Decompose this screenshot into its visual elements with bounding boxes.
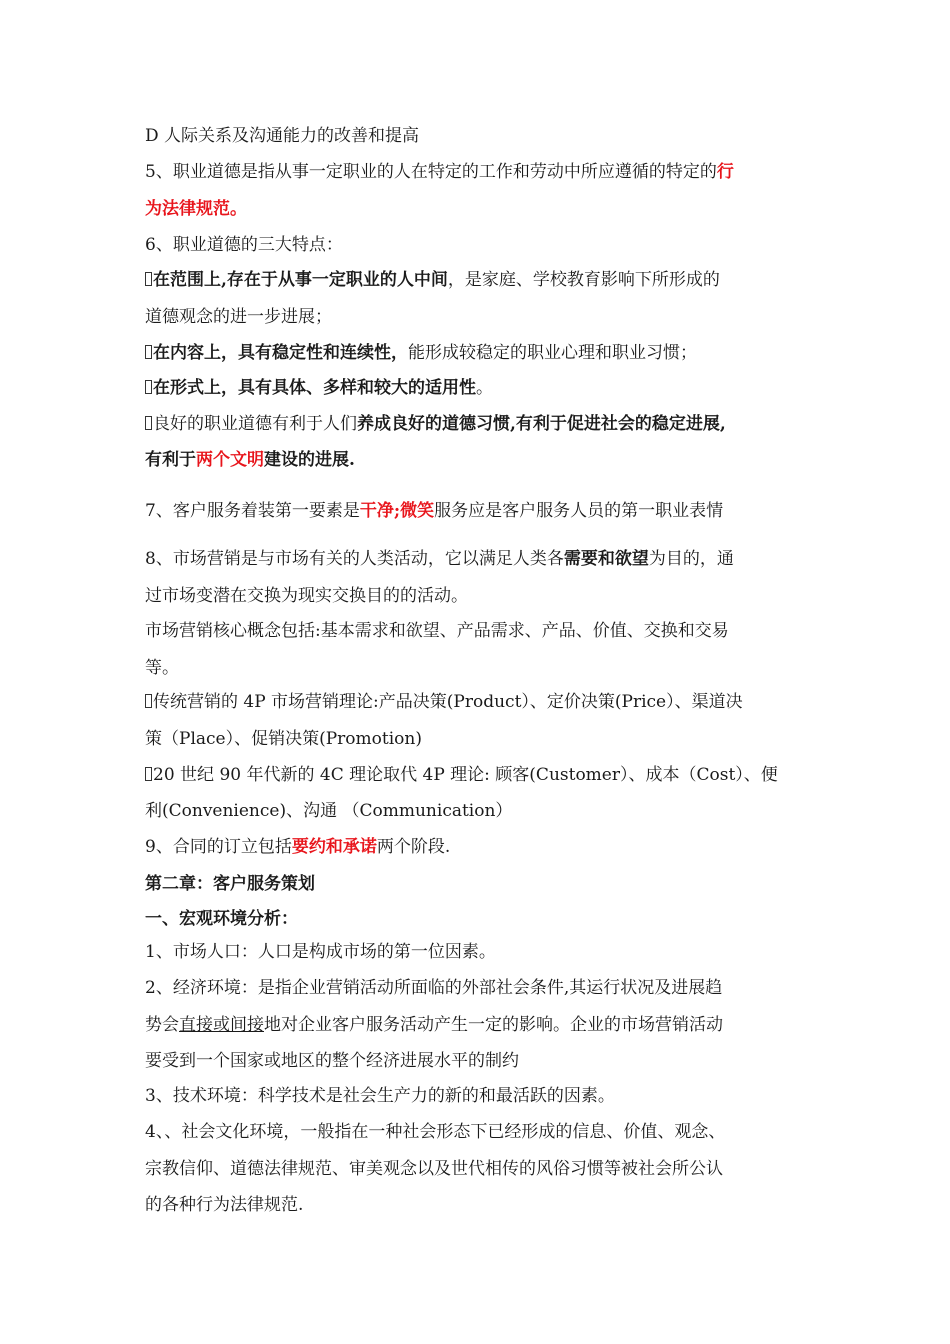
line-4p-theory-cont: [145, 727, 422, 751]
line-env-4-cont2: [145, 1193, 303, 1217]
text: 7、客户服务着装第一要素是: [145, 501, 360, 521]
bold-text: 有利于: [145, 450, 196, 470]
text: 过市场变潜在交换为现实交换目的的活动。: [145, 586, 468, 606]
line-item-5: [145, 160, 734, 184]
line-item-5-cont: [145, 197, 247, 221]
text: 道德观念的进一步进展；: [145, 307, 332, 327]
highlight-text: 要约和承诺: [291, 837, 377, 857]
line-4c-theory: [145, 763, 778, 787]
line-env-2: [145, 976, 722, 1000]
bullet-icon: [145, 416, 152, 430]
text: 2、经济环境：是指企业营销活动所面临的外部社会条件,其运行状况及进展趋: [145, 978, 723, 998]
line-feature-1-cont: [145, 305, 332, 329]
bullet-icon: [145, 272, 152, 286]
text: 3、技术环境：科学技术是社会生产力的新的和最活跃的因素。: [145, 1086, 615, 1106]
line-env-2-cont2: [145, 1049, 519, 1073]
text: 利(Convenience)、沟通 （Communication）: [145, 801, 513, 821]
highlight-text: 为法律规范。: [145, 199, 247, 219]
section-heading: [145, 907, 298, 931]
line-item-7: [145, 499, 723, 523]
text: 策（Place）、促销决策(Promotion): [145, 729, 422, 749]
line-env-4-cont: [145, 1157, 723, 1181]
text: ，是家庭、学校教育影响下所形成的: [447, 270, 720, 290]
line-d-option: [145, 124, 419, 148]
text: 良好的职业道德有利于人们: [153, 414, 357, 434]
heading-text: 一、宏观环境分析：: [145, 909, 298, 929]
bold-text: 需要和欲望: [563, 549, 649, 569]
text: 4、、社会文化环境，一般指在一种社会形态下已经形成的信息、价值、观念、: [145, 1122, 726, 1142]
bold-text: 在范围上,存在于从事一定职业的人中间: [153, 270, 448, 290]
line-env-3: [145, 1084, 615, 1108]
line-feature-1: [145, 268, 720, 292]
line-item-9: [145, 835, 450, 859]
text: 8、市场营销是与市场有关的人类活动，它以满足人类各: [145, 549, 564, 569]
bullet-icon: [145, 694, 152, 708]
text: 宗教信仰、道德法律规范、审美观念以及世代相传的风俗习惯等被社会所公认: [145, 1159, 723, 1179]
underlined-text: 直接或间接: [179, 1015, 264, 1035]
text: 等。: [145, 658, 179, 678]
text: 9、合同的订立包括: [145, 837, 292, 857]
text: 地对企业客户服务活动产生一定的影响。企业的市场营销活动: [264, 1015, 723, 1035]
text: 市场营销核心概念包括:基本需求和欲望、产品需求、产品、价值、交换和交易: [145, 621, 729, 641]
text: 为目的，通: [648, 549, 734, 569]
bullet-icon: [145, 345, 152, 359]
bold-text: 养成良好的道德习惯,有利于促进社会的稳定进展,: [357, 414, 726, 434]
highlight-text: 两个文明: [196, 450, 264, 470]
line-item-8-cont: [145, 584, 468, 608]
text: D 人际关系及沟通能力的改善和提高: [145, 126, 420, 146]
line-env-1: [145, 940, 496, 964]
chapter-heading: [145, 872, 315, 896]
bullet-icon: [145, 380, 152, 394]
line-feature-2: [145, 341, 697, 365]
text: 1、市场人口：人口是构成市场的第一位因素。: [145, 942, 496, 962]
line-core-concepts-cont: [145, 656, 179, 680]
bold-text: 建设的进展.: [264, 450, 355, 470]
line-item-8: [145, 547, 734, 571]
text: 能形成较稳定的职业心理和职业习惯；: [408, 343, 697, 363]
bold-text: 在形式上，具有具体、多样和较大的适用性: [153, 378, 476, 398]
text: 服务应是客户服务人员的第一职业表情: [434, 501, 724, 521]
line-item-6: [145, 233, 343, 257]
highlight-text: 行: [716, 162, 734, 182]
line-env-2-cont: [145, 1013, 723, 1037]
text: 传统营销的 4P 市场营销理论:产品决策(Product）、定价决策(Price）、渠道决: [153, 692, 743, 712]
bold-text: 在内容上，具有稳定性和连续性，: [153, 343, 408, 363]
text: 的各种行为法律规范.: [145, 1195, 304, 1215]
text: 20 世纪 90 年代新的 4C 理论取代 4P 理论: 顾客(Customer）、成本（Cost）、便: [153, 765, 778, 785]
line-env-4: [145, 1120, 725, 1144]
text: 要受到一个国家或地区的整个经济进展水平的制约: [145, 1051, 519, 1071]
line-feature-3: [145, 376, 493, 400]
text: 5、职业道德是指从事一定职业的人在特定的工作和劳动中所应遵循的特定的: [145, 162, 717, 182]
text: 。: [476, 378, 493, 398]
line-feature-4-cont: [145, 448, 355, 472]
bullet-icon: [145, 767, 152, 781]
line-4p-theory: [145, 690, 743, 714]
text: 两个阶段.: [376, 837, 451, 857]
text: 6、职业道德的三大特点：: [145, 235, 343, 255]
highlight-text: 干净;微笑: [359, 501, 435, 521]
heading-text: 第二章：客户服务策划: [145, 874, 315, 894]
line-core-concepts: [145, 619, 729, 643]
line-4c-theory-cont: [145, 799, 512, 823]
line-feature-4: [145, 412, 726, 436]
text: 势会: [145, 1015, 179, 1035]
